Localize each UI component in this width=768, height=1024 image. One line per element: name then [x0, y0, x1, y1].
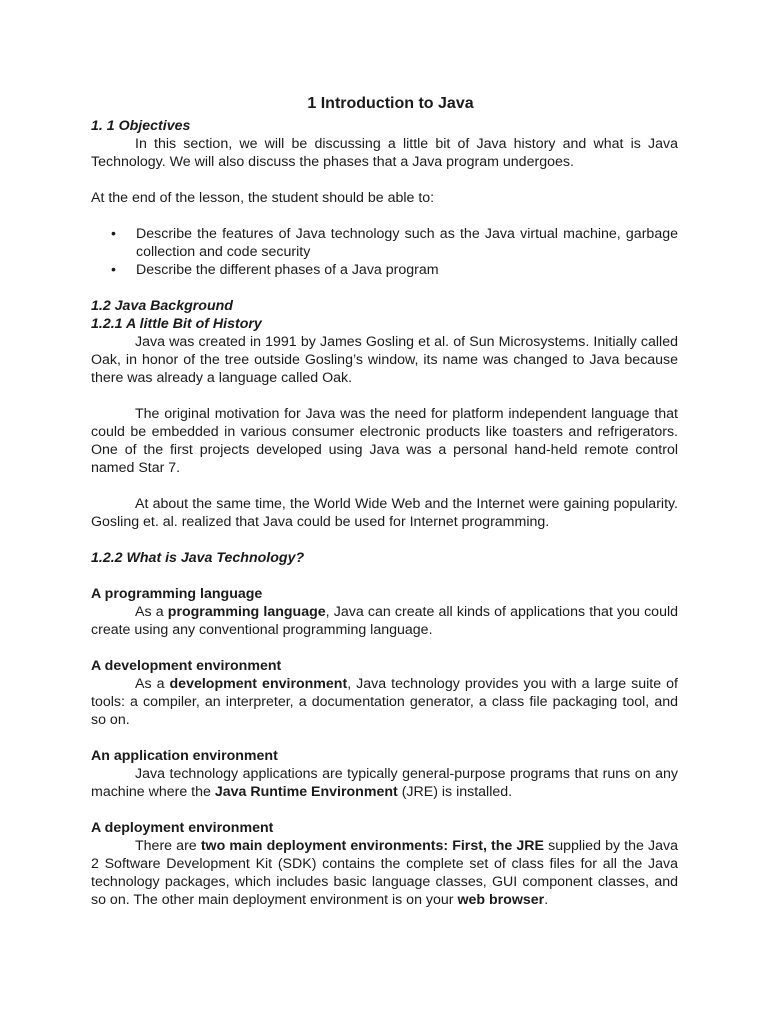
- application-environment-heading: An application environment: [91, 748, 278, 764]
- programming-language-heading: A programming language: [91, 586, 263, 602]
- objectives-intro: In this section, we will be discussing a little bit of Java history and what is Java Technology. We will also discuss the phases that a Java program undergoes.: [91, 136, 678, 170]
- document-content: [91, 94, 678, 909]
- list-item: • Describe the features of Java technology such as the Java virtual machine, garbage collection and code security: [91, 225, 678, 261]
- deployment-environment-paragraph: There are two main deployment environments: First, the JRE supplied by the Java 2 Software Development Kit (SDK) contains the complete set of class files for all the Java technology packages, which includes basic language classes, GUI component classes, and so on. The other main deployment environment is on your web browser.: [91, 838, 678, 908]
- technology-heading: 1.2.2 What is Java Technology?: [91, 550, 305, 566]
- history-paragraph-2: The original motivation for Java was the need for platform independent language that could be embedded in various consumer electronic products like toasters and refrigerators. One of the first projects developed using Java was a personal hand-held remote control named Star 7.: [91, 406, 678, 476]
- history-heading: 1.2.1 A little Bit of History: [91, 316, 262, 332]
- list-item: • Describe the different phases of a Java program: [91, 261, 678, 279]
- page-title: 1 Introduction to Java: [307, 95, 474, 112]
- background-heading: 1.2 Java Background: [91, 298, 233, 314]
- deployment-environment-heading: A deployment environment: [91, 820, 274, 836]
- development-environment-heading: A development environment: [91, 658, 282, 674]
- history-paragraph-3: At about the same time, the World Wide Web and the Internet were gaining popularity. Gosling et. al. realized that Java could be used for Internet programming.: [91, 496, 678, 530]
- objectives-list: [91, 225, 678, 279]
- history-paragraph-1: Java was created in 1991 by James Gosling et al. of Sun Microsystems. Initially called Oak, in honor of the tree outside Gosling’s window, its name was changed to Java because there was already a language called Oak.: [91, 334, 678, 386]
- objectives-heading: 1. 1 Objectives: [91, 118, 191, 134]
- programming-language-paragraph: As a programming language, Java can create all kinds of applications that you could create using any conventional programming language.: [91, 604, 678, 638]
- development-environment-paragraph: As a development environment, Java technology provides you with a large suite of tools: a compiler, an interpreter, a documentation generator, a class file packaging tool, and so on.: [91, 676, 678, 728]
- application-environment-paragraph: Java technology applications are typically general-purpose programs that runs on any machine where the Java Runtime Environment (JRE) is installed.: [91, 766, 678, 800]
- objectives-lead: At the end of the lesson, the student should be able to:: [91, 190, 435, 206]
